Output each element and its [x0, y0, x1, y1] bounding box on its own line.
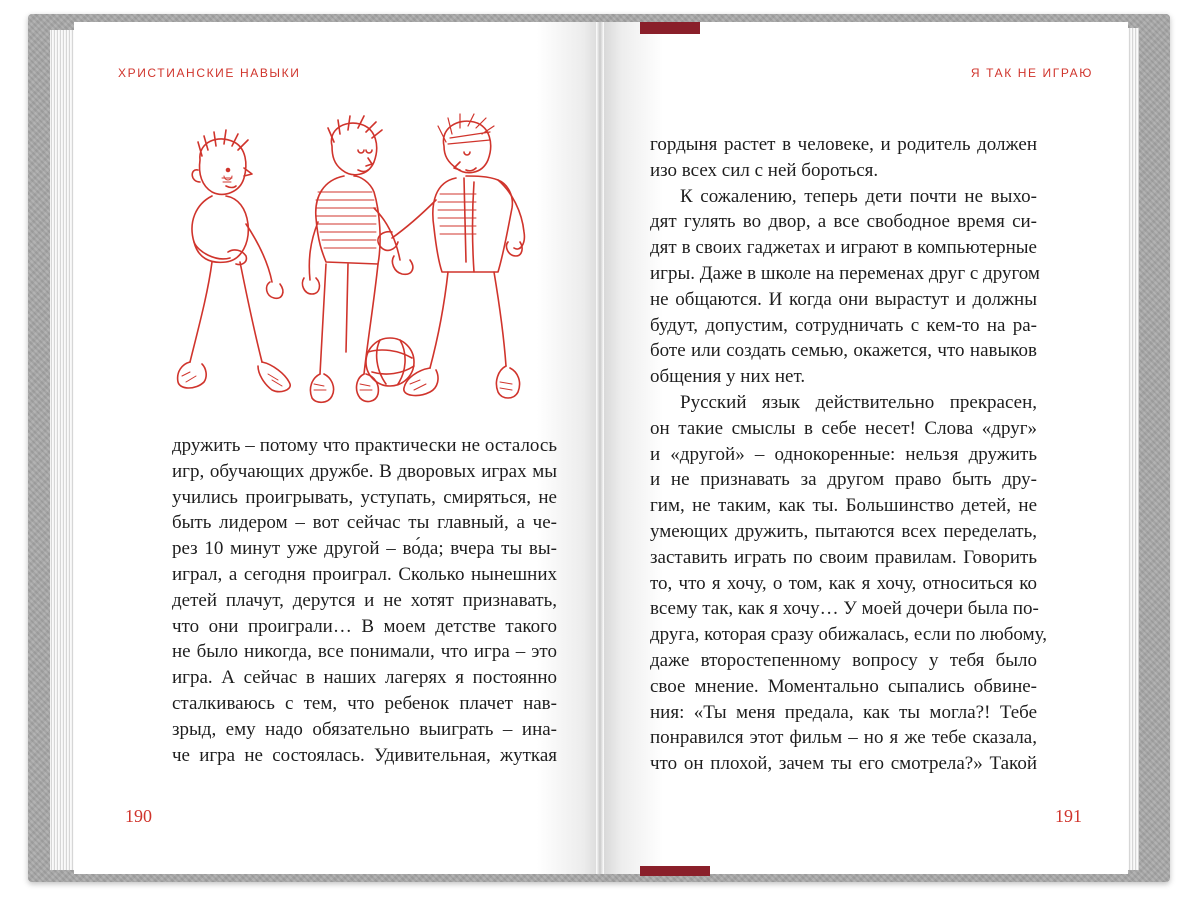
left-text-line: не было никогда, все понимали, что игра – это — [172, 641, 557, 663]
right-text-line: свое мнение. Моментально сыпались обвине- — [650, 675, 1037, 697]
right-text-line: и не признавать за другом право быть дру- — [650, 469, 1037, 491]
left-text-line: дружить – потому что практически не осталось — [172, 435, 557, 456]
right-text-line: К сожалению, теперь дети почти не выхо- — [680, 185, 1037, 207]
right-text-line: что он плохой, зачем ты его смотрела?» Такой — [650, 753, 1037, 775]
right-text-line: друга, которая сразу обижалась, если по любому, — [650, 624, 1047, 646]
left-text-line: игр, обучающих дружбе. В дворовых играх мы — [172, 460, 557, 482]
running-header-right: Я ТАК НЕ ИГРАЮ — [970, 66, 1093, 80]
right-text-line: он такие смыслы в себе несет! Слова «друг» — [650, 417, 1037, 439]
left-text-line: играл, а сегодня проиграл. Сколько нынешних — [172, 563, 557, 585]
right-text-line: не общаются. И когда они вырастут и должны — [650, 288, 1037, 310]
running-header-left: ХРИСТИАНСКИЕ НАВЫКИ — [118, 66, 301, 80]
left-text-line: детей плачут, дерутся и не хотят признавать, — [172, 589, 557, 611]
right-text-line: заставить играть по своим правилам. Говорить — [650, 546, 1037, 568]
boy-middle-figure — [302, 116, 412, 402]
left-text-line: учились проигрывать, уступать, смиряться, не — [172, 486, 557, 508]
right-text-line: игры. Даже в школе на переменах друг с другом — [650, 262, 1040, 284]
right-text-line: и «другой» – однокоренные: нельзя дружить — [650, 443, 1037, 465]
right-text-line: дят в своих гаджетах и играют в компьютерные — [650, 237, 1037, 259]
right-text-line: будут, допустим, сотрудничать с кем-то на ра- — [650, 314, 1037, 336]
right-text-line: всему так, как я хочу… У моей дочери была по- — [650, 598, 1039, 620]
right-page-body — [650, 132, 1047, 777]
left-text-line: рез 10 минут уже другой – во́да; вчера ты вы- — [172, 538, 557, 560]
page-number-right: 191 — [1055, 806, 1082, 826]
left-text-line: игра. А сейчас в наших лагерях я постоянно — [172, 667, 557, 689]
left-text-line: зрыд, ему надо обязательно выиграть – ина- — [172, 718, 557, 740]
left-text-line: че игра не состоялась. Удивительная, жуткая — [172, 744, 557, 766]
right-text-line: даже второстепенному вопросу у тебя было — [650, 649, 1037, 671]
page-number-left: 190 — [125, 806, 152, 826]
football-ball — [366, 338, 414, 386]
left-text-line: быть лидером – вот сейчас ты главный, а че- — [172, 512, 557, 534]
left-text-line: сталкиваюсь с тем, что ребенок плачет нав- — [172, 692, 557, 714]
right-text-line: изо всех сил с ней бороться. — [650, 159, 879, 181]
left-text-line: что они проиграли… В моем детстве такого — [172, 615, 557, 637]
right-text-line: боте или создать семью, окажется, что навыков — [650, 340, 1037, 362]
right-text-line: понравился этот фильм – но я же тебе сказала, — [650, 727, 1037, 749]
right-text-line: гордыня растет в человеке, и родитель должен — [650, 134, 1037, 155]
right-text-line: то, что я хочу, о том, как я хочу, относиться ко — [650, 572, 1037, 594]
right-text-line: общения у них нет. — [650, 366, 806, 388]
bookmark-ribbon-top — [640, 22, 700, 34]
right-text-line: Русский язык действительно прекрасен, — [680, 391, 1037, 413]
right-text-line: умеющих дружить, пытаются всех переделать, — [650, 520, 1037, 542]
right-text-line: дят гулять во двор, а все свободное время си- — [650, 211, 1037, 233]
boys-playing-ball-illustration — [168, 112, 528, 418]
right-text-line: гим, не таким, как ты. Большинство детей, не — [650, 495, 1037, 517]
boy-left-figure — [178, 130, 291, 392]
right-text-line: ния: «Ты меня предала, как ты могла?! Тебе — [650, 701, 1037, 723]
book-gutter — [596, 22, 604, 874]
left-page-body — [172, 433, 557, 768]
bookmark-ribbon-bottom — [640, 866, 710, 876]
